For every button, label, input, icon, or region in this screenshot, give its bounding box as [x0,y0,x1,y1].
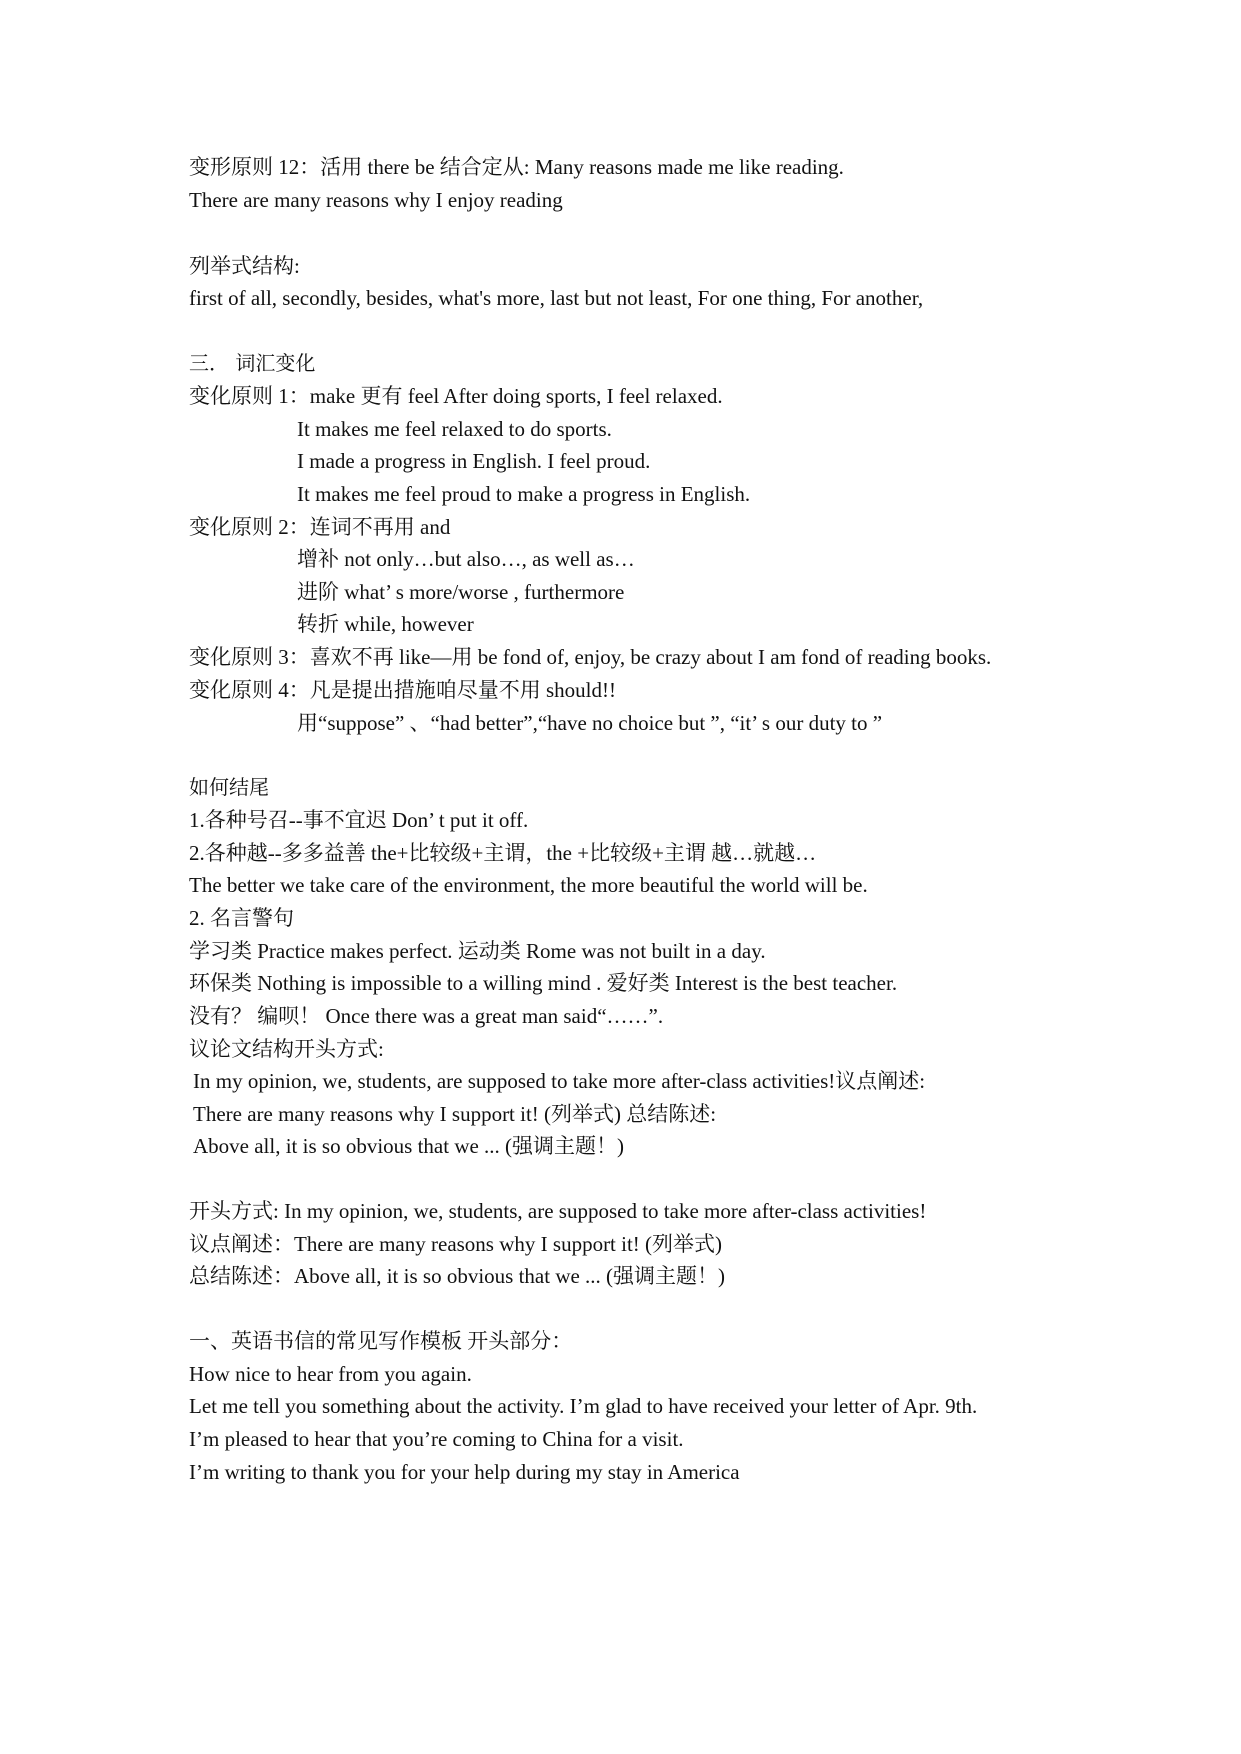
ending-item-1: 1.各种号召--事不宜迟 Don’ t put it off. [189,808,529,832]
vocab-rule1: 变化原则 1：make 更有 feel After doing sports, I feel relaxed. [189,384,723,408]
vocab-rule3: 变化原则 3：喜欢不再 like—用 be fond of, enjoy, be crazy about I am fond of reading books. [189,645,992,669]
structure-line-3: Above all, it is so obvious that we ... (强调主题！) [193,1134,625,1158]
structure-title: 议论文结构开头方式: [189,1037,384,1061]
vocab-rule2-example-1: 增补 not only…but also…, as well as… [297,547,635,571]
vocab-rule1-example-1: It makes me feel relaxed to do sports. [297,417,612,441]
rule12-example: There are many reasons why I enjoy reading [189,188,563,212]
vocab-rule4: 变化原则 4：凡是提出措施咱尽量不用 should!! [189,678,616,702]
vocab-heading: 三． 词汇变化 [189,351,316,375]
letter-line-2: Let me tell you something about the activity. I’m glad to have received your letter of Apr. 9th. [189,1394,978,1418]
rule12-line: 变形原则 12：活用 there be 结合定从: Many reasons made me like reading. [189,155,844,179]
quote-line-1: 学习类 Practice makes perfect. 运动类 Rome was not built in a day. [189,939,766,963]
ending-item-3: 2. 名言警句 [189,906,294,930]
opening-line-2: 议点阐述：There are many reasons why I support it! (列举式) [189,1232,723,1256]
opening-line-1: 开头方式: In my opinion, we, students, are supposed to take more after-class activities! [189,1199,927,1223]
opening-line-3: 总结陈述：Above all, it is so obvious that we ... (强调主题！) [189,1264,726,1288]
vocab-rule4-example: 用“suppose” 、“had better”,“have no choice but ”, “it’ s our duty to ” [297,711,883,735]
ending-item-2-example: The better we take care of the environment, the more beautiful the world will be. [189,873,868,897]
letter-line-4: I’m writing to thank you for your help during my stay in America [189,1460,740,1484]
quote-line-3: 没有？ 编呗！ Once there was a great man said“……”. [189,1004,664,1028]
letter-line-3: I’m pleased to hear that you’re coming to China for a visit. [189,1427,684,1451]
vocab-rule2-example-2: 进阶 what’ s more/worse , furthermore [297,580,625,604]
vocab-rule1-example-2: I made a progress in English. I feel proud. [297,449,651,473]
ending-item-2: 2.各种越--多多益善 the+比较级+主谓，the +比较级+主谓 越…就越… [189,841,817,865]
vocab-rule1-example-3: It makes me feel proud to make a progress in English. [297,482,751,506]
quote-line-2: 环保类 Nothing is impossible to a willing mind . 爱好类 Interest is the best teacher. [189,971,898,995]
listing-items: first of all, secondly, besides, what's more, last but not least, For one thing, For another, [189,286,924,310]
letter-template-title: 一、英语书信的常见写作模板 开头部分： [189,1329,573,1353]
letter-line-1: How nice to hear from you again. [189,1362,472,1386]
vocab-rule2-example-3: 转折 while, however [297,612,474,636]
vocab-rule2: 变化原则 2：连词不再用 and [189,515,451,539]
structure-line-1: In my opinion, we, students, are supposed to take more after-class activities!议点阐述: [193,1069,926,1093]
ending-heading: 如何结尾 [189,775,269,799]
listing-title: 列举式结构: [189,254,300,278]
structure-line-2: There are many reasons why I support it! (列举式) 总结陈述: [193,1102,717,1126]
